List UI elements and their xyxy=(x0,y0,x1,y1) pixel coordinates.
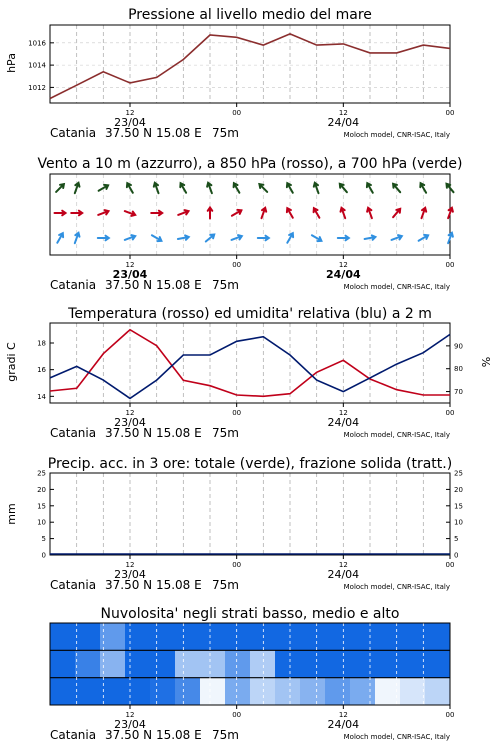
y-tick-label: 80 xyxy=(454,365,463,374)
y-axis-label: gradi C xyxy=(5,342,18,382)
cloud-cell xyxy=(250,650,276,678)
y-tick-label: 0 xyxy=(454,551,459,560)
wind-arrow xyxy=(154,183,159,193)
location-name: Catania xyxy=(50,728,97,742)
y-tick-label: 5 xyxy=(454,535,459,544)
location-elevation: 75m xyxy=(212,426,239,440)
cloud-cell xyxy=(400,678,426,706)
y-tick-label: 5 xyxy=(41,535,46,544)
panel-title: Nuvolosita' negli strati basso, medio e alto xyxy=(100,606,400,622)
cloud-cell xyxy=(325,623,351,651)
cloud-cell xyxy=(425,650,451,678)
location-coords: 37.50 N 15.08 E xyxy=(105,426,202,440)
x-tick-label: 12 xyxy=(125,409,135,417)
cloud-cell xyxy=(75,650,101,678)
location-elevation: 75m xyxy=(212,126,239,140)
y-tick-label: 90 xyxy=(454,342,463,351)
y-tick-label: 1016 xyxy=(28,39,46,48)
x-tick-label: 00 xyxy=(445,109,455,117)
x-tick-label: 12 xyxy=(125,711,135,719)
wind-arrow xyxy=(422,208,427,218)
model-credit: Moloch model, CNR-ISAC, Italy xyxy=(343,283,450,291)
y-tick-label: 1012 xyxy=(28,83,46,92)
y-tick-label: 14 xyxy=(37,392,46,401)
cloud-cell xyxy=(400,623,426,651)
cloud-cell xyxy=(150,650,176,678)
cloud-cell xyxy=(50,678,76,706)
y-axis-label: hPa xyxy=(5,53,18,73)
cloud-cell xyxy=(50,623,76,651)
cloud-cell xyxy=(250,623,276,651)
cloud-cell xyxy=(100,650,126,678)
cloud-cell xyxy=(425,623,451,651)
cloud-cell xyxy=(275,650,301,678)
x-tick-label: 00 xyxy=(445,711,455,719)
cloud-cell xyxy=(175,678,201,706)
wind-panel xyxy=(37,156,462,292)
model-credit: Moloch model, CNR-ISAC, Italy xyxy=(343,431,450,439)
cloud-cell xyxy=(75,678,101,706)
x-tick-label: 12 xyxy=(338,561,348,569)
date-label: 23/04 xyxy=(114,116,146,129)
wind-arrow xyxy=(367,208,372,218)
y-tick-label: 18 xyxy=(37,339,46,348)
location-coords: 37.50 N 15.08 E xyxy=(105,728,202,742)
location-name: Catania xyxy=(50,578,97,592)
x-tick-label: 12 xyxy=(338,409,348,417)
location-elevation: 75m xyxy=(212,278,239,292)
humidity-line xyxy=(50,334,450,398)
y-axis-label: mm xyxy=(5,503,18,525)
precipitation-panel xyxy=(5,456,463,592)
cloud-cell xyxy=(300,650,326,678)
x-tick-label: 00 xyxy=(232,109,242,117)
cloud-cell xyxy=(75,623,101,651)
cloud-cell xyxy=(125,650,151,678)
location-coords: 37.50 N 15.08 E xyxy=(105,278,202,292)
date-label: 24/04 xyxy=(327,568,360,581)
cloud-cell xyxy=(275,678,301,706)
cloud-cell xyxy=(100,678,126,706)
x-tick-label: 00 xyxy=(445,561,455,569)
y-tick-label: 10 xyxy=(37,518,46,527)
panel-title: Vento a 10 m (azzurro), a 850 hPa (rosso), a 700 hPa (verde) xyxy=(37,156,463,172)
x-tick-label: 12 xyxy=(338,109,348,117)
cloud-cell xyxy=(150,678,176,706)
x-tick-label: 00 xyxy=(445,261,455,269)
x-tick-label: 00 xyxy=(232,409,242,417)
cloud-cell xyxy=(50,650,76,678)
date-label: 23/04 xyxy=(114,568,146,581)
x-tick-label: 12 xyxy=(338,261,348,269)
cloud-cell xyxy=(175,623,201,651)
cloud-cell xyxy=(325,650,351,678)
wind-arrow xyxy=(56,184,64,192)
cloud-cell xyxy=(350,623,376,651)
cloud-cell xyxy=(200,678,226,706)
location-coords: 37.50 N 15.08 E xyxy=(105,578,202,592)
cloud-cell xyxy=(300,623,326,651)
plot-frame xyxy=(50,323,450,403)
cloud-cell xyxy=(225,650,251,678)
x-tick-label: 12 xyxy=(125,109,135,117)
cloud-cell xyxy=(300,678,326,706)
plot-frame xyxy=(50,473,450,555)
panel-title: Pressione al livello medio del mare xyxy=(128,7,372,23)
y-tick-label: 15 xyxy=(37,502,46,511)
date-label: 24/04 xyxy=(327,718,360,731)
wind-arrow xyxy=(75,183,80,193)
y-axis-label-right: % xyxy=(480,356,493,368)
cloud-cell xyxy=(100,623,126,651)
wind-arrow xyxy=(393,209,400,217)
location-name: Catania xyxy=(50,278,97,292)
cloud-cell xyxy=(350,678,376,706)
cloud-cell xyxy=(225,678,251,706)
y-tick-label: 15 xyxy=(454,502,463,511)
cloud-cell xyxy=(400,650,426,678)
model-credit: Moloch model, CNR-ISAC, Italy xyxy=(343,583,450,591)
plot-frame xyxy=(50,174,450,255)
y-tick-label: 25 xyxy=(37,469,46,478)
cloud-cell xyxy=(150,623,176,651)
date-label: 23/04 xyxy=(114,416,146,429)
location-coords: 37.50 N 15.08 E xyxy=(105,126,202,140)
date-label: 24/04 xyxy=(327,116,360,129)
cloud-cell xyxy=(125,678,151,706)
y-tick-label: 0 xyxy=(41,551,46,560)
cloud-cell xyxy=(200,623,226,651)
y-tick-label: 16 xyxy=(37,366,46,375)
x-tick-label: 12 xyxy=(338,711,348,719)
location-name: Catania xyxy=(50,426,97,440)
panel-title: Temperatura (rosso) ed umidita' relativa (blu) a 2 m xyxy=(68,306,432,322)
wind-arrow xyxy=(75,233,80,243)
x-tick-label: 00 xyxy=(445,409,455,417)
panel-title: Precip. acc. in 3 ore: totale (verde), frazione solida (tratt.) xyxy=(47,456,453,472)
x-tick-label: 12 xyxy=(125,261,135,269)
wind-arrow xyxy=(341,208,346,218)
plot-frame xyxy=(50,25,450,103)
wind-arrow xyxy=(55,211,66,216)
cloud-cell xyxy=(225,623,251,651)
cloud-cell xyxy=(325,678,351,706)
y-tick-label: 20 xyxy=(37,485,46,494)
temperature-humidity-panel xyxy=(5,306,493,440)
model-credit: Moloch model, CNR-ISAC, Italy xyxy=(343,733,450,741)
y-tick-label: 25 xyxy=(454,469,463,478)
model-credit: Moloch model, CNR-ISAC, Italy xyxy=(343,131,450,139)
y-tick-label: 10 xyxy=(454,518,463,527)
cloud-cell xyxy=(350,650,376,678)
pressure-line xyxy=(50,34,450,99)
date-label: 24/04 xyxy=(326,268,361,281)
date-label: 23/04 xyxy=(114,718,146,731)
wind-arrow xyxy=(287,233,293,243)
cloud-cell xyxy=(125,623,151,651)
x-tick-label: 00 xyxy=(232,261,242,269)
location-elevation: 75m xyxy=(212,728,239,742)
cloud-cell xyxy=(250,678,276,706)
date-label: 24/04 xyxy=(327,416,360,429)
x-tick-label: 12 xyxy=(125,561,135,569)
cloud-cell xyxy=(425,678,451,706)
date-label: 23/04 xyxy=(112,268,148,281)
wind-arrow xyxy=(207,183,212,193)
location-elevation: 75m xyxy=(212,578,239,592)
pressure-panel xyxy=(5,7,454,140)
cloud-cover-panel xyxy=(50,606,454,742)
y-tick-label: 70 xyxy=(454,388,463,397)
y-tick-label: 1014 xyxy=(28,61,46,70)
x-tick-label: 00 xyxy=(232,561,242,569)
wind-arrow xyxy=(262,208,267,218)
location-name: Catania xyxy=(50,126,97,140)
cloud-cell xyxy=(200,650,226,678)
wind-arrow xyxy=(57,233,63,243)
wind-arrow xyxy=(314,183,319,193)
cloud-cell xyxy=(175,650,201,678)
cloud-cell xyxy=(275,623,301,651)
x-tick-label: 00 xyxy=(232,711,242,719)
wind-arrow xyxy=(208,208,213,219)
y-tick-label: 20 xyxy=(454,485,463,494)
